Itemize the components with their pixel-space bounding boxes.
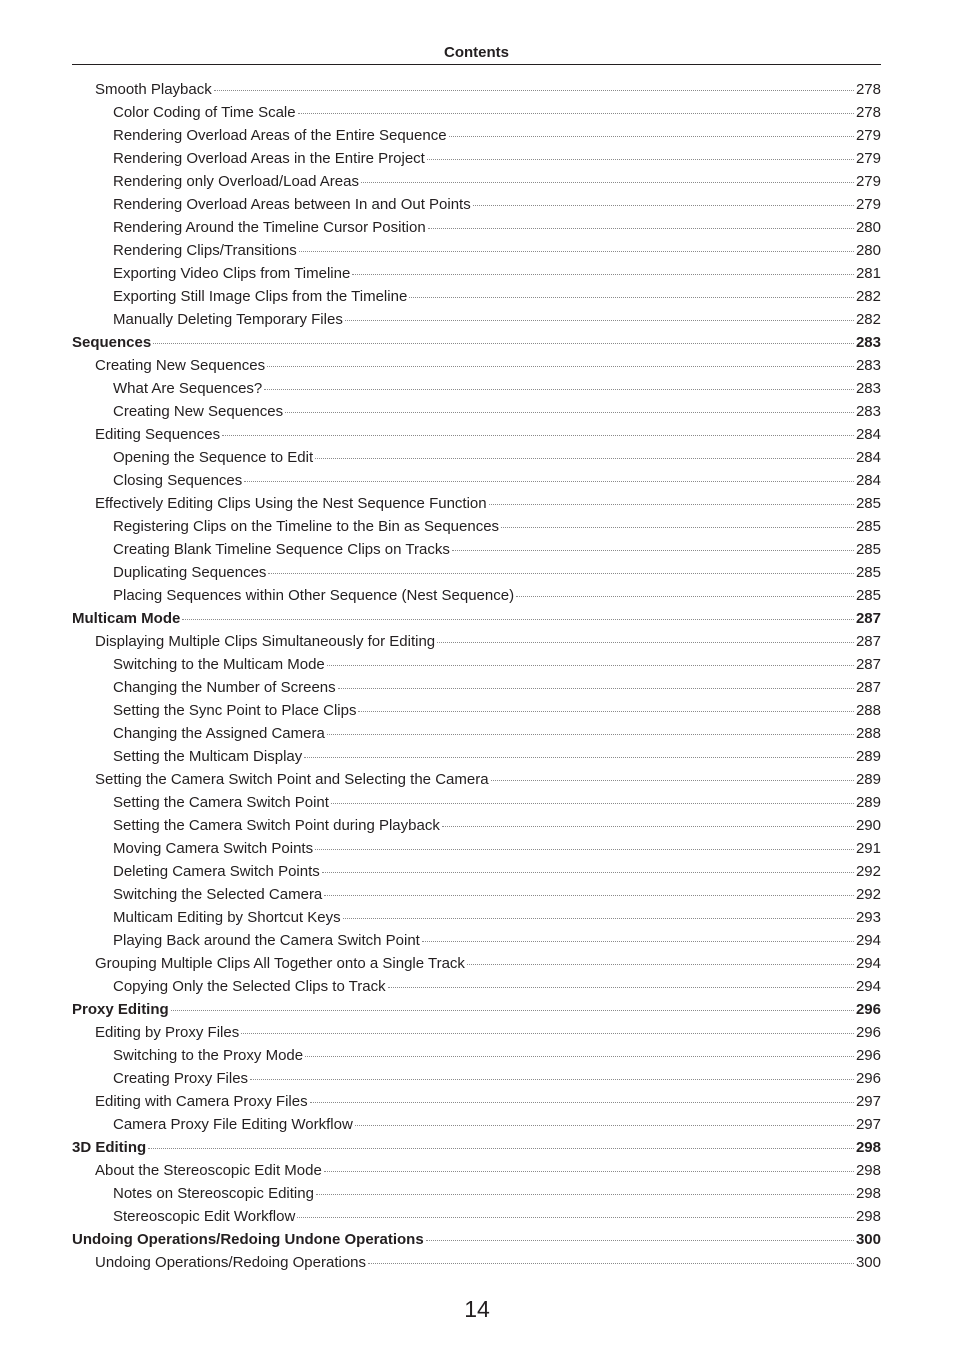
toc-entry[interactable] — [72, 170, 881, 193]
toc-entry[interactable] — [72, 722, 881, 745]
toc-dot-leader — [426, 1240, 854, 1241]
toc-entry-title: Rendering Overload Areas in the Entire Project — [113, 150, 425, 167]
toc-entry[interactable] — [72, 1044, 881, 1067]
toc-entry[interactable] — [72, 791, 881, 814]
toc-entry-page: 298 — [855, 1185, 881, 1202]
toc-entry-title: Effectively Editing Clips Using the Nest Sequence Function — [95, 495, 487, 512]
toc-entry-title: Closing Sequences — [113, 472, 243, 489]
toc-dot-leader — [388, 987, 854, 988]
toc-entry-title: Switching to the Proxy Mode — [113, 1047, 304, 1064]
toc-entry[interactable] — [72, 929, 881, 952]
toc-entry-title: Camera Proxy File Editing Workflow — [113, 1116, 353, 1133]
toc-entry-page: 279 — [855, 127, 881, 144]
toc-entry-page: 284 — [855, 426, 881, 443]
toc-entry-page: 297 — [855, 1093, 881, 1110]
toc-dot-leader — [327, 734, 854, 735]
toc-entry[interactable] — [72, 998, 881, 1021]
toc-dot-leader — [304, 757, 854, 758]
header-rule — [72, 64, 881, 65]
toc-entry[interactable] — [72, 1159, 881, 1182]
toc-entry-title: Duplicating Sequences — [113, 564, 267, 581]
toc-dot-leader — [315, 849, 854, 850]
toc-entry-title: Editing with Camera Proxy Files — [95, 1093, 308, 1110]
toc-entry-title: Creating New Sequences — [113, 403, 284, 420]
toc-entry[interactable] — [72, 699, 881, 722]
toc-entry[interactable] — [72, 193, 881, 216]
toc-dot-leader — [327, 665, 854, 666]
toc-entry-page: 297 — [855, 1116, 881, 1133]
toc-entry-title: Creating New Sequences — [95, 357, 266, 374]
toc-entry-page: 281 — [855, 265, 881, 282]
toc-entry-page: 300 — [855, 1254, 881, 1271]
toc-entry[interactable] — [72, 538, 881, 561]
toc-entry-title: Setting the Camera Switch Point — [113, 794, 329, 811]
toc-entry-page: 283 — [855, 334, 881, 351]
toc-entry-page: 290 — [855, 817, 881, 834]
toc-entry-title: Rendering Around the Timeline Cursor Position — [113, 219, 426, 236]
toc-entry-page: 289 — [855, 771, 881, 788]
toc-dot-leader — [516, 596, 854, 597]
toc-dot-leader — [241, 1033, 854, 1034]
toc-entry[interactable] — [72, 78, 881, 101]
toc-dot-leader — [297, 1217, 854, 1218]
toc-entry-page: 287 — [855, 610, 881, 627]
toc-dot-leader — [489, 504, 854, 505]
toc-entry-page: 298 — [855, 1139, 881, 1156]
toc-entry[interactable] — [72, 975, 881, 998]
toc-entry[interactable] — [72, 745, 881, 768]
toc-entry-title: Playing Back around the Camera Switch Point — [113, 932, 420, 949]
toc-dot-leader — [315, 458, 854, 459]
toc-dot-leader — [352, 274, 854, 275]
toc-entry-page: 285 — [855, 518, 881, 535]
toc-entry-title: Setting the Sync Point to Place Clips — [113, 702, 357, 719]
toc-dot-leader — [452, 550, 854, 551]
toc-entry-page: 287 — [855, 656, 881, 673]
toc-dot-leader — [361, 182, 854, 183]
toc-entry[interactable] — [72, 1182, 881, 1205]
toc-dot-leader — [491, 780, 854, 781]
toc-dot-leader — [305, 1056, 854, 1057]
toc-dot-leader — [427, 159, 854, 160]
toc-entry[interactable] — [72, 377, 881, 400]
toc-entry-page: 289 — [855, 748, 881, 765]
toc-entry-page: 284 — [855, 449, 881, 466]
toc-entry[interactable] — [72, 607, 881, 630]
toc-entry-page: 279 — [855, 150, 881, 167]
toc-entry[interactable] — [72, 1205, 881, 1228]
toc-entry[interactable] — [72, 1113, 881, 1136]
toc-entry[interactable] — [72, 561, 881, 584]
toc-entry-page: 280 — [855, 219, 881, 236]
toc-dot-leader — [368, 1263, 854, 1264]
toc-dot-leader — [473, 205, 854, 206]
toc-entry-page: 293 — [855, 909, 881, 926]
toc-dot-leader — [428, 228, 854, 229]
toc-entry[interactable] — [72, 676, 881, 699]
toc-entry[interactable] — [72, 883, 881, 906]
toc-dot-leader — [355, 1125, 854, 1126]
toc-entry-title: Undoing Operations/Redoing Undone Operations — [72, 1231, 424, 1248]
toc-entry[interactable] — [72, 1228, 881, 1251]
toc-entry-title: Sequences — [72, 334, 152, 351]
toc-entry-page: 284 — [855, 472, 881, 489]
toc-entry-title: Placing Sequences within Other Sequence (Nest Sequence) — [113, 587, 515, 604]
toc-entry-title: Exporting Video Clips from Timeline — [113, 265, 351, 282]
toc-entry-title: Rendering Overload Areas of the Entire Sequence — [113, 127, 447, 144]
toc-entry[interactable] — [72, 492, 881, 515]
toc-entry[interactable] — [72, 446, 881, 469]
toc-entry-page: 294 — [855, 978, 881, 995]
toc-entry[interactable] — [72, 653, 881, 676]
toc-entry-page: 283 — [855, 380, 881, 397]
toc-dot-leader — [285, 412, 854, 413]
toc-entry-title: Rendering only Overload/Load Areas — [113, 173, 359, 190]
toc-entry[interactable] — [72, 308, 881, 331]
toc-dot-leader — [250, 1079, 854, 1080]
toc-entry-title: Grouping Multiple Clips All Together onto a Single Track — [95, 955, 465, 972]
toc-entry[interactable] — [72, 331, 881, 354]
toc-entry-title: Opening the Sequence to Edit — [113, 449, 314, 466]
toc-dot-leader — [345, 320, 854, 321]
toc-dot-leader — [264, 389, 854, 390]
toc-entry[interactable] — [72, 354, 881, 377]
toc-entry-title: Rendering Clips/Transitions — [113, 242, 297, 259]
toc-entry[interactable] — [72, 239, 881, 262]
toc-entry-title: Creating Blank Timeline Sequence Clips on Tracks — [113, 541, 450, 558]
toc-entry-page: 285 — [855, 587, 881, 604]
toc-dot-leader — [437, 642, 854, 643]
toc-entry[interactable] — [72, 768, 881, 791]
toc-entry-page: 296 — [855, 1024, 881, 1041]
toc-entry[interactable] — [72, 515, 881, 538]
toc-dot-leader — [467, 964, 854, 965]
toc-entry-page: 280 — [855, 242, 881, 259]
toc-entry-page: 300 — [855, 1231, 881, 1248]
toc-entry-title: Changing the Number of Screens — [113, 679, 336, 696]
toc-entry[interactable] — [72, 1021, 881, 1044]
toc-dot-leader — [324, 895, 854, 896]
toc-entry[interactable] — [72, 262, 881, 285]
toc-dot-leader — [338, 688, 854, 689]
toc-dot-leader — [298, 113, 854, 114]
toc-entry-title: 3D Editing — [72, 1139, 147, 1156]
toc-entry-page: 285 — [855, 541, 881, 558]
toc-entry-title: Registering Clips on the Timeline to the Bin as Sequences — [113, 518, 500, 535]
toc-dot-leader — [358, 711, 854, 712]
toc-dot-leader — [214, 90, 854, 91]
toc-entry[interactable] — [72, 630, 881, 653]
toc-entry-page: 287 — [855, 633, 881, 650]
toc-entry[interactable] — [72, 1251, 881, 1274]
toc-entry-title: Notes on Stereoscopic Editing — [113, 1185, 314, 1202]
toc-entry[interactable] — [72, 124, 881, 147]
toc-entry[interactable] — [72, 1090, 881, 1113]
toc-entry[interactable] — [72, 814, 881, 837]
toc-entry-title: Setting the Camera Switch Point and Selecting the Camera — [95, 771, 489, 788]
toc-entry-page: 292 — [855, 886, 881, 903]
toc-entry[interactable] — [72, 469, 881, 492]
toc-entry-title: Proxy Editing — [72, 1001, 169, 1018]
toc-entry-title: Stereoscopic Edit Workflow — [113, 1208, 296, 1225]
toc-entry[interactable] — [72, 1136, 881, 1159]
toc-entry-page: 278 — [855, 104, 881, 121]
toc-entry[interactable] — [72, 952, 881, 975]
toc-entry-title: Editing by Proxy Files — [95, 1024, 240, 1041]
page-number: 14 — [464, 1296, 490, 1322]
toc-entry-title: Moving Camera Switch Points — [113, 840, 314, 857]
toc-entry[interactable] — [72, 860, 881, 883]
toc-dot-leader — [244, 481, 854, 482]
toc-entry-page: 288 — [855, 725, 881, 742]
toc-entry-page: 285 — [855, 564, 881, 581]
toc-entry[interactable] — [72, 837, 881, 860]
toc-dot-leader — [322, 872, 854, 873]
table-of-contents — [72, 78, 881, 1274]
toc-dot-leader — [148, 1148, 854, 1149]
toc-entry[interactable] — [72, 584, 881, 607]
toc-entry-page: 283 — [855, 357, 881, 374]
toc-entry-title: About the Stereoscopic Edit Mode — [95, 1162, 322, 1179]
toc-entry-page: 291 — [855, 840, 881, 857]
toc-entry-page: 298 — [855, 1208, 881, 1225]
toc-entry-title: Rendering Overload Areas between In and Out Points — [113, 196, 471, 213]
toc-entry[interactable] — [72, 101, 881, 124]
toc-dot-leader — [316, 1194, 854, 1195]
toc-entry-page: 278 — [855, 81, 881, 98]
toc-entry-title: Creating Proxy Files — [113, 1070, 249, 1087]
toc-entry[interactable] — [72, 906, 881, 929]
toc-entry-title: Copying Only the Selected Clips to Track — [113, 978, 386, 995]
toc-entry-title: Switching the Selected Camera — [113, 886, 323, 903]
toc-entry[interactable] — [72, 1067, 881, 1090]
toc-dot-leader — [310, 1102, 854, 1103]
toc-dot-leader — [324, 1171, 854, 1172]
toc-dot-leader — [449, 136, 854, 137]
toc-entry[interactable] — [72, 423, 881, 446]
toc-dot-leader — [422, 941, 854, 942]
toc-dot-leader — [268, 573, 854, 574]
page-header-title: Contents — [444, 44, 509, 61]
toc-entry-page: 296 — [855, 1001, 881, 1018]
toc-entry[interactable] — [72, 285, 881, 308]
toc-entry-title: Displaying Multiple Clips Simultaneously for Editing — [95, 633, 436, 650]
toc-entry-page: 282 — [855, 311, 881, 328]
toc-entry-title: Changing the Assigned Camera — [113, 725, 325, 742]
toc-entry-page: 279 — [855, 196, 881, 213]
toc-entry-title: What Are Sequences? — [113, 380, 263, 397]
toc-entry-page: 294 — [855, 932, 881, 949]
toc-entry-page: 283 — [855, 403, 881, 420]
toc-dot-leader — [442, 826, 854, 827]
toc-entry-title: Deleting Camera Switch Points — [113, 863, 320, 880]
toc-entry-title: Setting the Multicam Display — [113, 748, 303, 765]
toc-entry[interactable] — [72, 400, 881, 423]
toc-entry-page: 294 — [855, 955, 881, 972]
toc-entry-page: 292 — [855, 863, 881, 880]
toc-entry-page: 282 — [855, 288, 881, 305]
toc-entry-title: Setting the Camera Switch Point during Playback — [113, 817, 440, 834]
toc-dot-leader — [331, 803, 854, 804]
toc-entry-page: 287 — [855, 679, 881, 696]
toc-entry-title: Multicam Mode — [72, 610, 181, 627]
toc-entry-title: Smooth Playback — [95, 81, 212, 98]
toc-dot-leader — [153, 343, 854, 344]
toc-entry-page: 279 — [855, 173, 881, 190]
toc-entry-page: 298 — [855, 1162, 881, 1179]
toc-entry-title: Editing Sequences — [95, 426, 221, 443]
toc-dot-leader — [182, 619, 854, 620]
toc-entry-page: 296 — [855, 1047, 881, 1064]
toc-entry-page: 296 — [855, 1070, 881, 1087]
toc-dot-leader — [171, 1010, 854, 1011]
toc-dot-leader — [299, 251, 854, 252]
toc-entry-page: 288 — [855, 702, 881, 719]
toc-dot-leader — [343, 918, 854, 919]
toc-entry[interactable] — [72, 216, 881, 239]
toc-entry-title: Multicam Editing by Shortcut Keys — [113, 909, 341, 926]
toc-entry-title: Color Coding of Time Scale — [113, 104, 296, 121]
toc-entry-title: Undoing Operations/Redoing Operations — [95, 1254, 367, 1271]
toc-dot-leader — [409, 297, 854, 298]
toc-entry-title: Switching to the Multicam Mode — [113, 656, 325, 673]
toc-entry-page: 285 — [855, 495, 881, 512]
toc-dot-leader — [501, 527, 854, 528]
toc-dot-leader — [267, 366, 854, 367]
toc-entry[interactable] — [72, 147, 881, 170]
toc-entry-title: Manually Deleting Temporary Files — [113, 311, 343, 328]
toc-entry-title: Exporting Still Image Clips from the Timeline — [113, 288, 408, 305]
toc-dot-leader — [222, 435, 854, 436]
toc-entry-page: 289 — [855, 794, 881, 811]
